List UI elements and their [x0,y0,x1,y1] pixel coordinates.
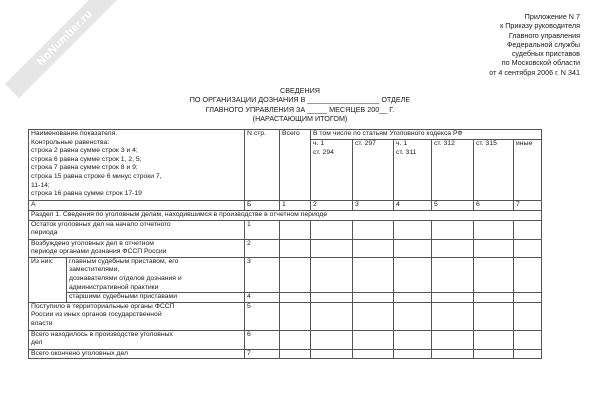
row-label [29,220,245,239]
article-header [311,140,353,201]
data-cell[interactable] [394,220,432,239]
table-row [29,293,542,303]
appendix-line: Главного управления [508,30,580,40]
table-row [29,220,542,239]
label-line: Всего окончено уголовных дел [31,349,129,357]
header-line: строка 15 равна строке 6 минус строки 7, [31,172,162,180]
article-line: ч. 1 [313,140,325,147]
data-cell[interactable] [474,257,514,292]
data-cell[interactable] [432,239,474,257]
data-cell[interactable] [432,302,474,330]
title-line: ПО ОРГАНИЗАЦИИ ДОЗНАНИЯ В __________________ ОТДЕЛЕ [189,95,411,105]
row-number: 2 [245,239,280,257]
appendix-line: Приложение N 7 [524,12,580,21]
appendix-line: от 4 сентября 2006 г. N 341 [489,67,580,77]
data-cell[interactable] [514,220,542,239]
section-row [29,210,542,220]
row-group-label: Из них: [29,257,67,302]
data-cell[interactable] [353,220,394,239]
article-header [474,140,514,201]
header-line: строка 16 равна сумме строк 17-19 [31,190,142,198]
data-cell[interactable] [432,330,474,349]
data-cell[interactable] [353,293,394,303]
data-cell[interactable] [353,239,394,257]
column-code: 1 [280,201,311,211]
data-cell[interactable] [432,220,474,239]
table-row [29,257,542,292]
table-row [29,330,542,349]
label-line: власти [31,319,53,327]
data-cell[interactable] [311,220,353,239]
column-code: 6 [474,201,514,211]
article-line: ст. 297 [355,140,376,147]
column-code: Б [245,201,280,211]
data-cell[interactable] [474,293,514,303]
document-title [150,86,450,123]
header-line: 11-14; [31,181,50,189]
appendix-line: судебных приставов [511,49,580,59]
articles-group-header: В том числе по статьям Уголовного кодекса РФ [311,130,542,140]
data-cell[interactable] [280,293,311,303]
data-cell[interactable] [432,349,474,359]
data-cell[interactable] [514,257,542,292]
row-label [29,239,245,257]
data-cell[interactable] [514,302,542,330]
label-line: Поступило в территориальные органы ФССП [31,302,175,310]
data-cell[interactable] [353,349,394,359]
article-line: ст. 311 [396,148,417,156]
label-line: дел [31,339,43,347]
data-cell[interactable] [311,257,353,292]
label-line: России из иных органов государственной [31,311,162,319]
report-table [28,129,542,359]
data-cell[interactable] [280,302,311,330]
label-line: Всего находилось в производстве уголовных [31,330,173,338]
label-line: административной практики [69,283,159,291]
data-cell[interactable] [394,330,432,349]
data-cell[interactable] [353,257,394,292]
section-title: Раздел 1. Сведения по уголовным делам, находившимся в производстве в отчетном периоде [29,210,542,220]
data-cell[interactable] [280,220,311,239]
table-row [29,239,542,257]
total-header: Всего [280,130,311,201]
label-line: старшими судебными приставами [69,293,177,301]
article-header [432,140,474,201]
column-code: 3 [353,201,394,211]
data-cell[interactable] [474,302,514,330]
label-line: Остаток уголовных дел на начало отчетного [31,220,171,228]
appendix-line: к Приказу руководителя [500,21,580,31]
data-cell[interactable] [474,220,514,239]
article-header [394,140,432,201]
header-line: Контрольные равенства: [31,138,110,146]
column-codes-row [29,201,542,211]
column-code: 2 [311,201,353,211]
row-label [29,302,245,330]
header-row [29,130,542,140]
row-label [67,293,245,303]
row-label [29,330,245,349]
data-cell[interactable] [394,349,432,359]
article-header [353,140,394,201]
table-row [29,349,542,359]
data-cell[interactable] [474,239,514,257]
title-line: ГЛАВНОГО УПРАВЛЕНИЯ ЗА _____ МЕСЯЦЕВ 200__ Г. [205,104,395,114]
appendix-line: по Московской области [501,58,580,68]
header-line: строка 6 равна сумме строк 1, 2, 5; [31,155,142,163]
title-line: СВЕДЕНИЯ [280,86,320,95]
column-code: 5 [432,201,474,211]
data-cell[interactable] [353,302,394,330]
appendix-reference [489,12,580,77]
label-line: периода [31,229,58,237]
data-cell[interactable] [394,293,432,303]
label-line: Возбуждено уголовных дел в отчетном [31,239,154,247]
data-cell[interactable] [311,239,353,257]
data-cell[interactable] [474,330,514,349]
data-cell[interactable] [353,330,394,349]
data-cell[interactable] [280,349,311,359]
article-line: иные [516,140,533,147]
data-cell[interactable] [394,257,432,292]
article-line: ст. 312 [434,140,455,147]
row-number: 3 [245,257,280,292]
header-line: Наименование показателя. [31,130,118,137]
data-cell[interactable] [280,257,311,292]
data-cell[interactable] [474,349,514,359]
column-code: А [29,201,245,211]
column-code: 4 [394,201,432,211]
data-cell[interactable] [514,330,542,349]
column-code: 7 [514,201,542,211]
data-cell[interactable] [311,349,353,359]
title-line: (НАРАСТАЮЩИМ ИТОГОМ) [252,113,348,123]
article-line: ст. 315 [476,140,497,147]
data-cell[interactable] [432,293,474,303]
label-line: заместителями, [69,266,120,274]
data-cell[interactable] [311,293,353,303]
data-cell[interactable] [394,302,432,330]
data-cell[interactable] [311,302,353,330]
data-cell[interactable] [432,257,474,292]
data-cell[interactable] [514,349,542,359]
watermark: NoNumber.ru [5,0,125,98]
indicator-header [29,130,245,201]
article-line: ст. 294 [313,148,334,156]
header-line: строка 7 равна сумме строк 8 и 9; [31,164,138,172]
data-cell[interactable] [514,239,542,257]
row-number: 1 [245,220,280,239]
row-label [67,257,245,292]
appendix-line: Федеральной службы [506,39,580,49]
table-row [29,302,542,330]
data-cell[interactable] [280,330,311,349]
row-number: 6 [245,330,280,349]
label-line: периоде органами дознания ФССП России [31,248,167,256]
row-number: 7 [245,349,280,359]
data-cell[interactable] [394,239,432,257]
row-number: 4 [245,293,280,303]
header-line: строка 2 равна сумме строк 3 и 4; [31,147,138,155]
data-cell[interactable] [514,293,542,303]
row-label [29,349,245,359]
label-line: дознавателями отделов дознания и [69,274,182,282]
data-cell[interactable] [311,330,353,349]
article-line: ч. 1 [396,140,408,147]
row-number: 5 [245,302,280,330]
row-number-header: N стр. [245,130,280,201]
label-line: главным судебным приставом, его [69,257,179,265]
article-header [514,140,542,201]
data-cell[interactable] [280,239,311,257]
